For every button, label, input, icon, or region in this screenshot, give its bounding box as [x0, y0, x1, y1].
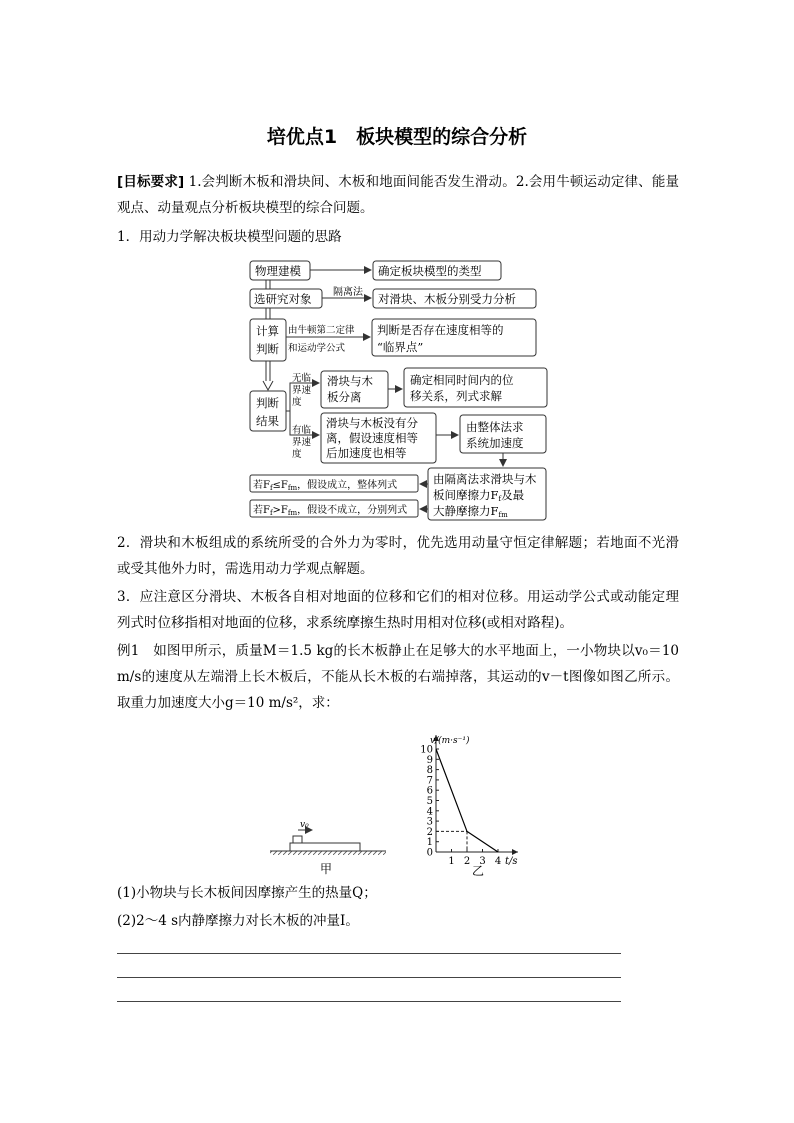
fig-yi-label: 乙 [472, 864, 485, 878]
section-2-text: 滑块和木板组成的系统所受的合外力为零时，优先选用动量守恒定律解题；若地面不光滑或受其他外力时，需选用动力学观点解题。 [117, 535, 680, 577]
flow-separate-2: 板分离 [327, 390, 362, 404]
y-tick-label: 10 [420, 744, 433, 756]
flow-select-object: 选研究对象 [254, 292, 312, 306]
small-block [293, 836, 302, 843]
section-2-num: 2． [117, 535, 140, 551]
y-tick-label: 4 [426, 806, 433, 818]
goal-text: 1.会判断木板和滑块间、木板和地面间能否发生滑动。2.会用牛顿运动定律、能量观点、动量观点分析板块模型的综合问题。 [117, 174, 679, 216]
flow-result-1: 判断 [256, 396, 279, 410]
section-1-num: 1． [117, 229, 140, 245]
flow-newton-1: 由牛顿第二定律 [288, 325, 355, 336]
flow-has-critical-2: 界速 [292, 437, 312, 448]
flow-iso-friction-2: 板间摩擦力Ff及最 [433, 488, 525, 503]
flow-displacement-1: 确定相同时间内的位 [410, 373, 514, 387]
page-title: 培优点1 板块模型的综合分析 [266, 126, 528, 148]
flowchart [240, 255, 550, 525]
y-tick-label: 6 [426, 785, 433, 797]
x-tick-label: 1 [448, 856, 455, 867]
flow-no-critical-3: 度 [292, 397, 302, 408]
flow-newton-2: 和运动学公式 [288, 343, 346, 354]
y-axis-label: v/(m·s⁻¹) [430, 736, 470, 746]
example-text: 如图甲所示，质量M＝1.5 kg的长木板静止在足够大的水平地面上，一小物块以v₀＝10 m/s的速度从左端滑上长木板后，不能从长木板的右端掉落，其运动的v－t图像如图乙所示。取重力加速度大小g＝10 m/s²，求： [117, 643, 680, 711]
y-tick-label: 1 [426, 837, 433, 849]
flow-isolation: 隔离法 [333, 287, 363, 298]
flow-iso-friction-3: 大静摩擦力Ffm [433, 504, 508, 519]
flow-no-sep-2: 离，假设速度相等 [326, 431, 418, 445]
section-3-text: 应注意区分滑块、木板各自相对地面的位移和它们的相对位移。用运动学公式或动能定理列式时位移指相对地面的位移，求系统摩擦生热时用相对位移(或相对路程)。 [117, 589, 680, 631]
flow-has-critical-3: 度 [292, 449, 302, 460]
flow-determine-type: 确定板块模型的类型 [378, 264, 482, 278]
long-board [290, 843, 360, 851]
flow-cond-fail: 若$F_f>F_{fm}$，假设不成立，分别列式 [253, 505, 408, 517]
section-1-text: 用动力学解决板块模型问题的思路 [139, 229, 342, 245]
flow-separate-1: 滑块与木 [327, 374, 373, 388]
flow-whole-1: 由整体法求 [466, 420, 524, 434]
section-1 [117, 224, 679, 250]
flow-force-analysis: 对滑块、木板分别受力分析 [378, 292, 516, 306]
y-tick-label: 9 [426, 754, 433, 766]
question-2: (2)2～4 s内静摩擦力对长木板的冲量I。 [117, 913, 359, 929]
section-3 [117, 584, 679, 636]
flow-no-sep-3: 后加速度也相等 [326, 446, 407, 460]
answer-line-3 [117, 1001, 621, 1002]
flow-result-2: 结果 [256, 414, 279, 428]
y-tick-label: 3 [426, 816, 433, 828]
y-tick-label: 7 [426, 775, 433, 787]
fig-jia-label: 甲 [320, 862, 333, 876]
answer-line-1 [117, 953, 621, 954]
y-tick-label: 2 [426, 826, 433, 838]
x-axis-arrow [512, 849, 518, 855]
flow-critical-1: 判断是否存在速度相等的 [377, 323, 504, 337]
goal-label: [目标要求] [117, 174, 185, 190]
flow-whole-2: 系统加速度 [466, 436, 524, 450]
v0-label: v₀ [300, 820, 309, 830]
x-axis-label: t/s [505, 856, 518, 867]
answer-line-2 [117, 977, 621, 978]
flow-calc-1: 计算 [256, 324, 279, 338]
figure-jia [268, 815, 390, 877]
flow-critical-2: “临界点” [377, 340, 424, 354]
question-1: (1)小物块与长木板间因摩擦产生的热量Q； [117, 885, 377, 901]
x-tick-label: 2 [463, 856, 471, 867]
example-1 [117, 638, 679, 716]
flow-no-sep-1: 滑块与木板没有分 [326, 416, 418, 430]
flow-iso-friction-1: 由隔离法求滑块与木 [433, 472, 537, 486]
y-tick-label: 0 [426, 847, 433, 859]
flow-cond-ok: 若$F_f\le F_{fm}$，假设成立，整体列式 [253, 480, 398, 492]
figure-yi-chart [420, 725, 540, 880]
x-tick-label: 4 [494, 856, 502, 867]
section-3-num: 3． [117, 589, 140, 605]
y-tick-label: 8 [426, 765, 433, 777]
flow-physics-model: 物理建模 [255, 264, 301, 278]
example-label: 例1 [117, 643, 140, 659]
section-2 [117, 530, 679, 582]
ground [270, 851, 386, 855]
flow-calc-2: 判断 [256, 342, 279, 356]
flow-no-critical-1: 无临 [292, 373, 312, 384]
x-tick-label: 3 [479, 856, 486, 867]
goal-paragraph [117, 169, 679, 221]
flow-no-critical-2: 界速 [292, 385, 312, 396]
flow-displacement-2: 移关系，列式求解 [410, 389, 502, 403]
flow-has-critical-1: 有临 [292, 425, 312, 436]
y-tick-label: 5 [426, 796, 433, 807]
